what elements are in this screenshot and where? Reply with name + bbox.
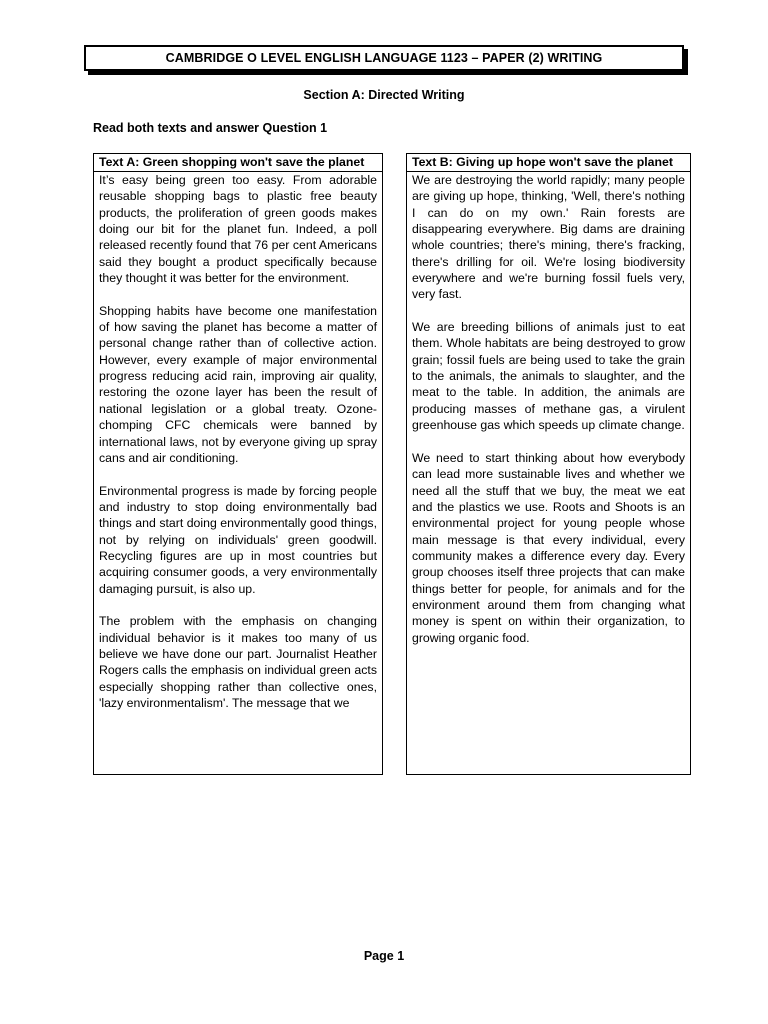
text-b-paragraph: We need to start thinking about how everybody can lead more sustainable lives and whether we need all the stuff that we buy, the meat we eat and the plastics we use. Roots and Shoots is an environmental project for young people whose main message is that every individual, every community makes a difference every day. Every group chooses itself three projects that can make things better for people, for animals and for the environment around them from changing what money is spent on within their organization, to growing organic food. (412, 450, 685, 645)
text-b-paragraph: We are breeding billions of animals just to eat them. Whole habitats are being destroyed to grow grain; fossil fuels are being used to take the grain to the animals, the animals to slaughter, and the meat to the table. In addition, the animals are producing masses of methane gas, a virulent greenhouse gas which speeds up climate change. (412, 320, 685, 433)
question-instruction: Read both texts and answer Question 1 (93, 121, 328, 135)
text-a-paragraph: Environmental progress is made by forcing people and industry to stop doing environmentally bad things and start doing environmentally good things, not by relying on individuals' green goodwill. Recycling figures are up in most countries but acquiring consumer goods, a very environmentally damaging pursuit, is also up. (99, 483, 377, 596)
text-a-title: Text A: Green shopping won't save the planet (94, 154, 382, 172)
page-number: Page 1 (363, 949, 405, 963)
text-a-paragraph: It’s easy being green too easy. From adorable reusable shopping bags to plastic free beauty products, the proliferation of green goods makes doing our bit for the planet fun. Indeed, a poll released recently found that 76 per cent Americans said they bought a product specifically because they thought it was better for the environment. (99, 173, 377, 286)
text-b-paragraph: We are destroying the world rapidly; many people are giving up hope, thinking, 'Well, there's nothing I can do on my own.' Rain forests are disappearing everywhere. Big dams are draining whole countries; there's mining, there's fracking, there's drilling for oil. We're losing biodiversity everywhere and we're burning fossil fuels very, very fast. (412, 173, 685, 302)
text-a-box (93, 153, 383, 775)
text-a-body (94, 172, 382, 711)
text-b-body (407, 172, 690, 646)
paper-header (84, 45, 684, 71)
paper-title: CAMBRIDGE O LEVEL ENGLISH LANGUAGE 1123 – PAPER (2) WRITING (165, 51, 603, 65)
text-a-paragraph: Shopping habits have become one manifestation of how saving the planet has become a matter of personal change rather than of collective action. However, every example of major environmental progress reducing acid rain, improving air quality, restoring the ozone layer has been the result of national legislation or a global treaty. Ozone-chomping CFC chemicals were banned by international laws, not by everyone giving up spray cans and air conditioning. (99, 303, 377, 465)
text-a-paragraph: The problem with the emphasis on changing individual behavior is it makes too many of us believe we have done our part. Journalist Heather Rogers calls the emphasis on individual green acts especially shopping rather than collective ones, 'lazy environmentalism'. The message that we (99, 614, 377, 710)
section-title: Section A: Directed Writing (303, 88, 465, 102)
text-b-box (406, 153, 691, 775)
text-b-title: Text B: Giving up hope won't save the planet (407, 154, 690, 172)
